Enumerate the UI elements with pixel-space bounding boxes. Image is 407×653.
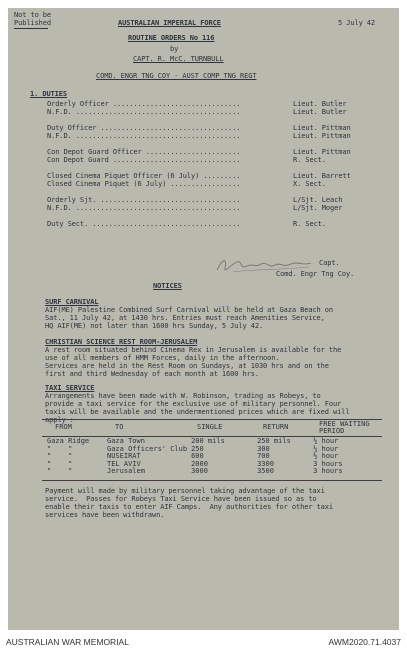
table-header: TO — [115, 423, 124, 432]
taxi-service-title: TAXI SERVICE — [45, 384, 95, 392]
notice-line: Sat., 11 July 42, at 1430 hrs. Entries must reach Amenities Service, — [45, 314, 325, 322]
table-cell: Gaza Town — [107, 437, 145, 445]
notice-line: first and third Wednesday of each month at 1600 hrs. — [45, 370, 259, 378]
duties-heading: 1. DUTIES — [30, 90, 68, 98]
notice-line: enable their taxis to enter AIF Camps. Any authorities for other taxi — [45, 503, 334, 511]
order-date: 5 July 42 — [338, 19, 376, 27]
caption-source: AUSTRALIAN WAR MEMORIAL — [6, 637, 129, 647]
table-cell: Jerusalem — [107, 467, 145, 476]
duty-role: Closed Cinema Piquet (6 July) ................. — [47, 180, 241, 188]
surf-carnival-title: SURF CARNIVAL — [45, 298, 99, 306]
table-cell: 300 — [257, 444, 270, 453]
by-line: by — [170, 45, 179, 53]
table-cell: " " — [47, 459, 73, 468]
table-cell: 700 — [257, 452, 270, 461]
table-cell: ½ hour — [313, 437, 339, 445]
notice-line: Arrangements have been made with W. Robinson, trading as Robeys, to — [45, 392, 321, 400]
notice-line: apply :- — [45, 416, 78, 424]
duty-name: Lieut. Pittman — [293, 148, 351, 156]
notice-line: provide a taxi service for the exclusive use of military personnel. Four — [45, 400, 342, 408]
table-cell: 200 mils — [191, 437, 225, 445]
table-cell: 2000 — [191, 459, 208, 468]
table-cell: 3 hours — [313, 467, 343, 476]
table-header: RETURN — [263, 423, 289, 432]
table-header-row — [45, 421, 373, 435]
orders-number: ROUTINE ORDERS No 116 — [128, 34, 215, 42]
table-cell: 250 mils — [257, 437, 291, 445]
table-header: FROM — [55, 423, 72, 432]
signature-title: Comd. Engr Tng Coy. — [276, 270, 355, 278]
duty-name: Lieut. Pittman — [293, 124, 351, 132]
duty-name: R. Sect. — [293, 156, 326, 164]
duty-role: Con Depot Guard ............................... — [47, 156, 241, 164]
taxi-fare-table — [45, 421, 373, 435]
notice-line: Payment will made by military personnel taking advantage of the taxi — [45, 487, 325, 495]
notice-line: Services are held in the Rest Room on Sundays, at 1030 hrs and on the — [45, 362, 329, 370]
duty-role: N.F.D. ........................................ — [47, 204, 241, 212]
notice-line: services have been withdrawn. — [45, 511, 165, 519]
duty-role: Con Depot Guard Officer ....................... — [47, 148, 241, 156]
duty-role: Orderly Sjt. .................................. — [47, 196, 241, 204]
table-cell: ½ hour — [313, 452, 339, 461]
notice-line: use of all members of HMM Forces, daily in the afternoon. — [45, 354, 280, 362]
duty-name: Lieut. Pittman — [293, 132, 351, 140]
table-header: FREE WAITING PERIOD — [319, 420, 370, 435]
table-bottom-rule — [42, 480, 382, 481]
table-cell: TEL AVIV — [107, 459, 141, 468]
duty-role: Orderly Officer ............................... — [47, 100, 241, 108]
duty-role: N.F.D. ........................................ — [47, 108, 241, 116]
table-cell: 3 hours — [313, 459, 343, 468]
stamp-underline — [14, 28, 48, 29]
table-cell: 3300 — [257, 459, 274, 468]
table-cell: 3000 — [191, 467, 208, 476]
table-cell: ½ hour — [313, 444, 339, 453]
not-published-stamp: Not to be Published — [14, 11, 52, 27]
caption-accession: AWM2020.71.4037 — [328, 637, 401, 647]
table-cell: 250 — [191, 444, 204, 453]
duty-role: N.F.D. ........................................ — [47, 132, 241, 140]
command-line: COMD. ENGR TNG COY - AUST COMP TNG REGT — [96, 72, 257, 80]
table-cell: 3500 — [257, 467, 274, 476]
duty-name: Lieut. Butler — [293, 108, 347, 116]
signature-rank: Capt. — [319, 259, 340, 267]
issuing-officer: CAPT. R. McC. TURNBULL — [133, 55, 224, 63]
duty-role: Closed Cinema Piquet Officer (6 July) ......... — [47, 172, 241, 180]
table-header: SINGLE — [197, 423, 223, 432]
table-row — [45, 468, 367, 476]
duty-name: Lieut. Barrett — [293, 172, 351, 180]
duty-name: R. Sect. — [293, 220, 326, 228]
notice-line: taxis will be available and the undermentioned prices which are fixed will — [45, 408, 350, 416]
notice-line: HQ AIF(ME) not later than 1600 hrs Sunday, 5 July 42. — [45, 322, 264, 330]
duty-role: Duty Officer .................................. — [47, 124, 241, 132]
duty-role: Duty Sect. .................................... — [47, 220, 241, 228]
table-cell: Gaza Ridge — [47, 437, 90, 445]
table-cell: " " — [47, 452, 73, 461]
table-cell: " " — [47, 444, 73, 453]
christian-science-title: CHRISTIAN SCIENCE REST ROOM-JERUSALEM — [45, 338, 198, 346]
notice-line: AIF(ME) Palestine Combined Surf Carnival will be held at Gaza Beach on — [45, 306, 334, 314]
notices-heading: NOTICES — [153, 282, 182, 290]
notice-line: A rest room situated behind Cinema Rex in Jerusalem is available for the — [45, 346, 342, 354]
taxi-fare-rows — [45, 438, 367, 476]
table-cell: Gaza Officers' Club — [107, 444, 188, 453]
duty-name: L/Sjt. Moger — [293, 204, 343, 212]
table-cell: NUSEIRAT — [107, 452, 141, 461]
archive-caption — [0, 632, 407, 653]
table-cell: " " — [47, 467, 73, 476]
duty-name: Lieut. Butler — [293, 100, 347, 108]
notice-line: service. Passes for Robeys Taxi Service have been issued so as to — [45, 495, 317, 503]
duty-name: X. Sect. — [293, 180, 326, 188]
table-cell: 600 — [191, 452, 204, 461]
duty-name: L/Sjt. Leach — [293, 196, 343, 204]
force-heading: AUSTRALIAN IMPERIAL FORCE — [118, 19, 221, 27]
document-page — [8, 8, 399, 630]
